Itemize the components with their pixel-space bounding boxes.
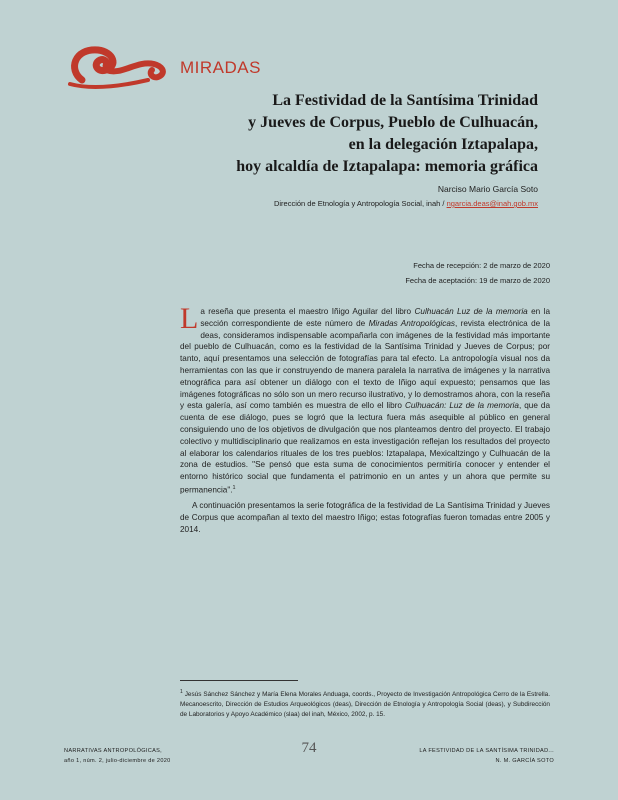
accepted-date: Fecha de aceptación: 19 de marzo de 2020 xyxy=(405,276,550,285)
footnote-divider xyxy=(180,680,298,681)
author-name: Narciso Mario García Soto xyxy=(437,184,538,194)
author-email-link[interactable]: ngarcia.deas@inah.gob.mx xyxy=(446,199,538,208)
article-dates xyxy=(180,258,550,288)
footnote-text: Jesús Sánchez Sánchez y María Elena Morales Anduaga, coords., Proyecto de Investigación Antropológica Cerro de la Estrella. Mecanoescrito, Dirección de Estudios Arqueológicos (deas), Dirección de Etnología y Antropología Social (deas), y Subdirección de Laboratorios y Apoyo Académico (slaa) del inah, México, 2002, p. 15. xyxy=(180,691,550,719)
journal-title: Miradas Antropológicas xyxy=(368,318,455,328)
affiliation-text: Dirección de Etnología y Antropología Social, inah / xyxy=(273,199,447,208)
footer-journal xyxy=(64,746,171,766)
drop-cap: L xyxy=(180,302,199,335)
running-title: LA FESTIVIDAD DE LA SANTÍSIMA TRINIDAD... xyxy=(419,748,554,754)
body-paragraph xyxy=(180,302,550,496)
title-line: hoy alcaldía de Iztapalapa: memoria gráfica xyxy=(236,158,538,175)
footnote-mark: 1 xyxy=(180,689,183,695)
footnote-ref[interactable]: 1 xyxy=(232,484,236,491)
article-title xyxy=(180,90,538,178)
body-paragraph: A continuación presentamos la serie fotográfica de la festividad de La Santísima Trinidad y Jueves de Corpus que acompañan al texto del maestro Iñigo; estas fotografías fueron tomadas entre 2005 y 2014. xyxy=(180,501,550,535)
issue-info: año 1, núm. 2, julio-diciembre de 2020 xyxy=(64,758,171,764)
title-line: en la delegación Iztapalapa, xyxy=(348,136,538,153)
book-title: Culhuacán: Luz de la memoria xyxy=(404,401,519,411)
body-text: en la sección correspondiente de este número de xyxy=(200,307,550,328)
article-body xyxy=(180,302,550,536)
page-number: 74 xyxy=(301,740,317,756)
journal-name: NARRATIVAS ANTROPOLÓGICAS, xyxy=(64,748,163,754)
footnote xyxy=(180,687,550,720)
red-swirl-logo-icon xyxy=(62,40,174,92)
book-title: Culhuacán Luz de la memoria xyxy=(414,307,528,316)
running-author: N. M. GARCÍA SOTO xyxy=(495,758,554,764)
body-text: a reseña que presenta el maestro Iñigo Aguilar del libro xyxy=(200,307,415,316)
body-text: , que da cuenta de ese diálogo, pues se logró que la lectura fuera más asequible al público en general consiguiendo uno de los objetivos de divulgación que nos planteamos dentro del proyecto. El trabajo colectivo y multidisciplinario que realizamos en esta investigación reflejan los resultados del proyecto al elaborar los calendarios rituales de los tres pueblos: Iztapalapa, Mexicaltzingo y Culhuacán de la zona de estudios. "Se pensó que esta suma de conocimientos permitiría conocer y entender el entorno histórico social que fundamenta el patrimonio en un antes y un ahora que permite su permanencia". xyxy=(180,401,550,495)
title-line: y Jueves de Corpus, Pueblo de Culhuacán, xyxy=(248,114,538,131)
section-label: MIRADAS xyxy=(180,58,261,77)
author-affiliation xyxy=(180,199,538,208)
body-text: , revista electrónica de la deas, consideramos indispensable acompañarla con imágenes de la festividad más importante del pueblo de Culhuacán, como es la festividad de la Santísima Trinidad y Jueves de Corpus; por tanto, aquí presentamos una selección de fotografías para tal efecto. La antropología visual nos da herramientas con las que ir construyendo de manera paralela la narrativa de imágenes y la narrativa etnográfica para así obtener un diálogo con el texto de Iñigo aquí expuesto; pensamos que las imágenes fotográficas no sólo son un mero recurso ilustrativo, y lo demostramos ahora, con la reseña y esta galería, así como también es muestra de ello el libro xyxy=(180,318,550,411)
received-date: Fecha de recepción: 2 de marzo de 2020 xyxy=(413,261,550,270)
title-line: La Festividad de la Santísima Trinidad xyxy=(272,92,538,109)
footer-running-head xyxy=(419,746,554,766)
